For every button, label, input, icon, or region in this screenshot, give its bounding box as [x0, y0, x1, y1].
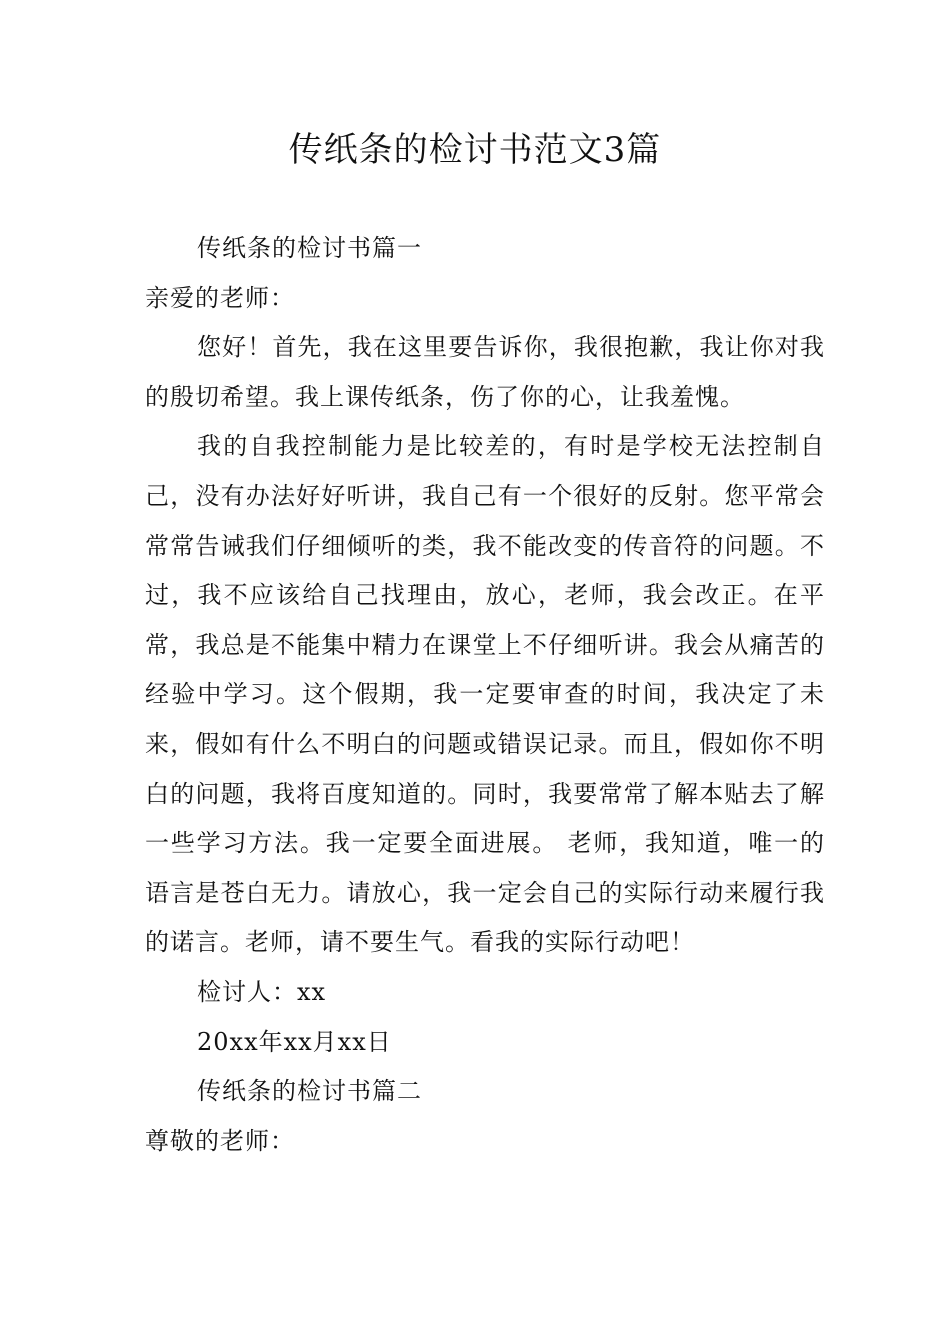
- section-heading-2: 传纸条的检讨书篇二: [197, 1077, 422, 1106]
- document-body: [145, 224, 825, 1166]
- signature-date: 20xx年xx月xx日: [197, 1027, 392, 1056]
- document-title: 传纸条的检讨书范文3篇: [288, 130, 662, 170]
- body-paragraph-2: 我的自我控制能力是比较差的，有时是学校无法控制自己，没有办法好好听讲，我自己有一个很好的反射。您平常会常常告诫我们仔细倾听的类，我不能改变的传音符的问题。不过，我不应该给自己找理由，放心，老师，我会改正。在平常，我总是不能集中精力在课堂上不仔细听讲。我会从痛苦的经验中学习。这个假期，我一定要审查的时间，我决定了未来，假如有什么不明白的问题或错误记录。而且，假如你不明白的问题，我将百度知道的。同时，我要常常了解本贴去了解一些学习方法。我一定要全面进展。 老师，我知道，唯一的语言是苍白无力。请放心，我一定会自己的实际行动来履行我的诺言。老师，请不要生气。看我的实际行动吧！: [145, 432, 825, 957]
- section-heading-1: 传纸条的检讨书篇一: [197, 234, 422, 262]
- body-paragraph-1: 您好！首先，我在这里要告诉你，我很抱歉，我让你对我的殷切希望。我上课传纸条，伤了你的心，让我羞愧。: [145, 333, 825, 411]
- signature-author: 检讨人：xx: [197, 977, 327, 1006]
- salutation-2: 尊敬的老师：: [145, 1126, 295, 1155]
- salutation-1: 亲爱的老师：: [145, 283, 295, 312]
